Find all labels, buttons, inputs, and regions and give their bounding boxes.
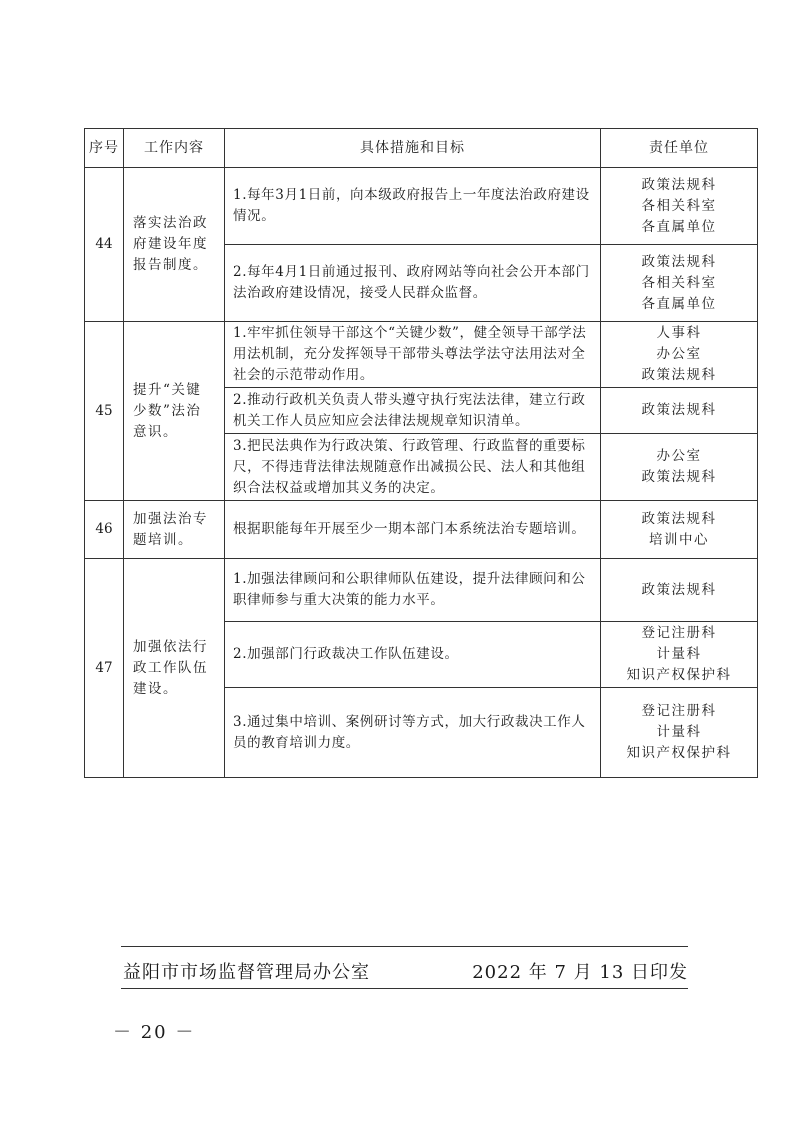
unit-name: 政策法规科 [641,367,717,383]
unit-name: 计量科 [656,724,702,740]
unit-name: 政策法规科 [641,469,717,485]
unit-name: 人事科 [656,325,702,341]
measure-cell: 2.加强部门行政裁决工作队伍建设。 [225,622,601,688]
unit-cell [601,559,758,622]
seq-cell: 47 [85,559,124,778]
measure-cell: 2.推动行政机关负责人带头遵守执行宪法法律，建立行政机关工作人员应知应会法律法规规章知识清单。 [225,388,601,434]
unit-name: 政策法规科 [641,402,717,418]
unit-name: 登记注册科 [641,703,717,719]
unit-cell [601,501,758,559]
header-seq: 序号 [85,129,124,168]
print-date: 2022 年 7 月 13 日印发 [472,962,688,983]
unit-name: 计量科 [656,646,702,662]
unit-name: 办公室 [656,448,702,464]
seq-cell: 46 [85,501,124,559]
table-row [85,501,758,559]
measure-cell: 2.每年4月1日前通过报刊、政府网站等向社会公开本部门法治政府建设情况，接受人民群众监督。 [225,245,601,322]
work-content-cell: 加强法治专题培训。 [124,501,225,559]
unit-cell [601,688,758,778]
unit-name: 各直属单位 [641,295,717,312]
seq-cell: 44 [85,168,124,322]
header-measures: 具体措施和目标 [225,129,601,168]
measure-cell: 1.牢牢抓住领导干部这个“关键少数”，健全领导干部学法用法机制，充分发挥领导干部带头尊法学法守法用法对全社会的示范带动作用。 [225,322,601,388]
measure-cell: 1.加强法律顾问和公职律师队伍建设，提升法律顾问和公职律师参与重大决策的能力水平。 [225,559,601,622]
measure-cell: 3.通过集中培训、案例研讨等方式，加大行政裁决工作人员的教育培训力度。 [225,688,601,778]
unit-name: 政策法规科 [641,581,717,598]
unit-cell [601,322,758,388]
table-row [85,168,758,245]
unit-name: 知识产权保护科 [626,667,732,683]
unit-cell [601,168,758,245]
measures-table [84,128,758,778]
header-responsible-unit: 责任单位 [601,129,758,168]
seq-cell: 45 [85,322,124,501]
work-content-cell: 落实法治政府建设年度报告制度。 [124,168,225,322]
table-header-row [85,129,758,168]
measure-cell: 3.把民法典作为行政决策、行政管理、行政监督的重要标尺，不得违背法律法规随意作出减损公民、法人和其他组织合法权益或增加其义务的决定。 [225,434,601,501]
unit-cell [601,434,758,501]
unit-name: 知识产权保护科 [626,745,732,761]
unit-name: 办公室 [656,346,702,362]
table-row [85,322,758,388]
unit-cell [601,622,758,688]
unit-name: 各相关科室 [641,197,717,214]
footer-bottom-rule [121,988,688,989]
unit-name: 政策法规科 [641,176,717,193]
unit-cell [601,388,758,434]
unit-cell [601,245,758,322]
unit-name: 各直属单位 [641,218,717,235]
table-row [85,559,758,622]
unit-name: 政策法规科 [641,253,717,270]
unit-name: 各相关科室 [641,274,717,291]
footer-top-rule [121,946,688,947]
header-work-content: 工作内容 [124,129,225,168]
work-content-cell: 加强依法行政工作队伍建设。 [124,559,225,778]
unit-name: 登记注册科 [641,625,717,641]
page-number: － 20 － [113,1022,196,1043]
measure-cell: 1.每年3月1日前，向本级政府报告上一年度法治政府建设情况。 [225,168,601,245]
measure-cell: 根据职能每年开展至少一期本部门本系统法治专题培训。 [225,501,601,559]
unit-name: 培训中心 [649,531,709,548]
unit-name: 政策法规科 [641,510,717,527]
issuer-name: 益阳市市场监督管理局办公室 [123,962,370,983]
work-content-cell: 提升“关键少数”法治意识。 [124,322,225,501]
